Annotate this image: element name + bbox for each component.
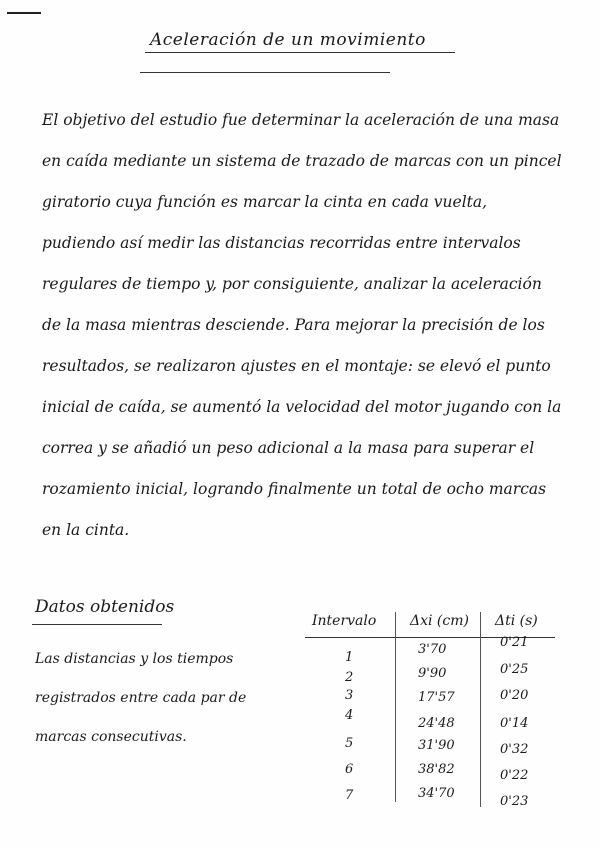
table-cell-interval: 1	[345, 650, 354, 665]
title-underline-2	[140, 72, 390, 73]
table-cell-interval: 7	[345, 788, 354, 803]
title-underline	[145, 52, 455, 53]
table-cell-interval: 5	[345, 736, 354, 751]
table-cell-time: 0'23	[500, 794, 529, 809]
table-cell-time: 0'20	[500, 688, 529, 703]
table-cell-distance: 9'90	[418, 666, 447, 681]
table-cell-time: 0'21	[500, 635, 529, 650]
table-cell-distance: 17'57	[418, 690, 455, 705]
corner-mark	[7, 12, 41, 14]
table-cell-interval: 3	[345, 688, 354, 703]
table-cell-distance: 3'70	[418, 642, 447, 657]
table-cell-time: 0'22	[500, 768, 529, 783]
table-cell-distance: 34'70	[418, 786, 455, 801]
section-text: Las distancias y los tiempos registrados entre cada par de marcas consecutivas.	[35, 651, 247, 745]
table-header-distance: Δxi (cm)	[410, 613, 469, 629]
table-cell-distance: 38'82	[418, 762, 455, 777]
table-header-interval: Intervalo	[312, 613, 377, 629]
page-title: Aceleración de un movimiento	[150, 30, 426, 50]
table-cell-distance: 31'90	[418, 738, 455, 753]
table-column-divider	[395, 612, 396, 802]
body-paragraph: El objetivo del estudio fue determinar la aceleración de una masa en caída mediante un sistema de trazado de marcas con un pincel giratorio cuya función es marcar la cinta en cada vuelta, pudiendo así medir las distancias recorridas entre intervalos regulares de tiempo y, por consiguiente, analizar la aceleración de la masa mientras desciende. Para mejorar la precisión de los resultados, se realizaron ajustes en el montaje: se elevó el punto inicial de caída, se aumentó la velocidad del motor jugando con la correa y se añadió un peso adicional a la masa para superar el rozamiento inicial, logrando finalmente un total de ocho marcas en la cinta.	[42, 111, 562, 539]
section-title: Datos obtenidos	[35, 597, 175, 617]
table-cell-interval: 4	[345, 708, 354, 723]
table-column-divider	[480, 612, 481, 807]
table-cell-distance: 24'48	[418, 716, 455, 731]
table-cell-time: 0'32	[500, 742, 529, 757]
table-cell-interval: 6	[345, 762, 354, 777]
table-cell-interval: 2	[345, 670, 354, 685]
table-header-time: Δti (s)	[495, 613, 538, 629]
section-underline	[32, 624, 162, 625]
table-cell-time: 0'14	[500, 716, 529, 731]
table-cell-time: 0'25	[500, 662, 529, 677]
